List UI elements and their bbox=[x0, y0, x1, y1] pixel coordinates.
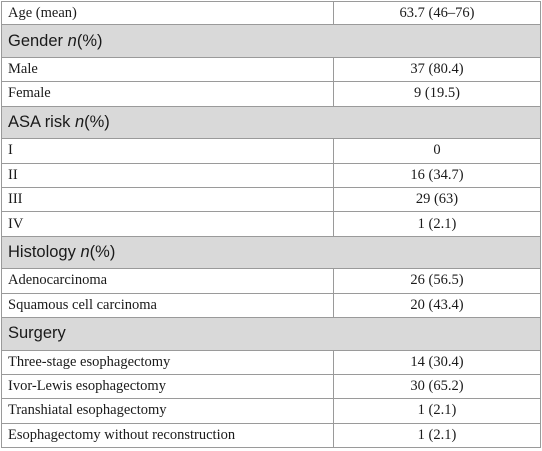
section-title bbox=[2, 25, 103, 57]
table-row bbox=[1, 82, 541, 106]
section-title-text: Gender bbox=[8, 31, 64, 50]
row-label: IV bbox=[2, 212, 334, 235]
row-label: Male bbox=[2, 58, 334, 81]
section-header-asa-risk bbox=[1, 107, 541, 140]
row-value: 20 (43.4) bbox=[410, 296, 464, 313]
table-row bbox=[1, 424, 541, 448]
row-value: 37 (80.4) bbox=[410, 61, 464, 78]
section-title-suffix: (%) bbox=[89, 242, 116, 261]
row-value: 30 (65.2) bbox=[410, 378, 464, 395]
section-header-histology bbox=[1, 237, 541, 270]
row-label: Squamous cell carcinoma bbox=[2, 294, 334, 317]
row-label: Ivor-Lewis esophagectomy bbox=[2, 375, 334, 398]
table-row bbox=[1, 188, 541, 212]
section-title-text: Surgery bbox=[8, 324, 66, 343]
table-row bbox=[1, 139, 541, 163]
row-label: Transhiatal esophagectomy bbox=[2, 399, 334, 422]
row-label: III bbox=[2, 188, 334, 211]
table-row bbox=[1, 164, 541, 188]
section-header-gender bbox=[1, 25, 541, 58]
row-value: 29 (63) bbox=[415, 191, 459, 208]
section-header-surgery bbox=[1, 318, 541, 351]
section-title-italic: n bbox=[80, 242, 90, 261]
row-value: 0 bbox=[433, 142, 441, 159]
patient-characteristics-table bbox=[1, 1, 541, 448]
section-title bbox=[2, 237, 115, 269]
row-value: 1 (2.1) bbox=[417, 215, 457, 232]
section-title bbox=[2, 318, 66, 350]
table-row bbox=[1, 1, 541, 25]
row-label: Age (mean) bbox=[2, 2, 334, 24]
row-value: 16 (34.7) bbox=[410, 166, 464, 183]
row-value: 63.7 (46–76) bbox=[399, 4, 475, 21]
section-title-italic: n bbox=[67, 31, 77, 50]
row-label: Female bbox=[2, 82, 334, 105]
row-value: 14 (30.4) bbox=[410, 353, 464, 370]
table-row bbox=[1, 375, 541, 399]
row-value: 1 (2.1) bbox=[417, 402, 457, 419]
row-value: 1 (2.1) bbox=[417, 426, 457, 443]
row-label: II bbox=[2, 164, 334, 187]
section-title-text: ASA risk bbox=[8, 112, 71, 131]
row-value: 26 (56.5) bbox=[410, 272, 464, 289]
row-label: I bbox=[2, 139, 334, 162]
section-title-suffix: (%) bbox=[76, 31, 103, 50]
table-row bbox=[1, 58, 541, 82]
table-row bbox=[1, 269, 541, 293]
section-title-text: Histology bbox=[8, 242, 76, 261]
table-row bbox=[1, 399, 541, 423]
table-row bbox=[1, 351, 541, 375]
section-title-italic: n bbox=[74, 112, 85, 131]
row-label: Three-stage esophagectomy bbox=[2, 351, 334, 374]
table-row bbox=[1, 294, 541, 318]
row-label: Adenocarcinoma bbox=[2, 269, 334, 292]
table-row bbox=[1, 212, 541, 236]
row-value: 9 (19.5) bbox=[414, 85, 460, 102]
section-title bbox=[2, 107, 110, 139]
row-label: Esophagectomy without reconstruction bbox=[2, 424, 334, 447]
section-title-suffix: (%) bbox=[84, 112, 110, 131]
